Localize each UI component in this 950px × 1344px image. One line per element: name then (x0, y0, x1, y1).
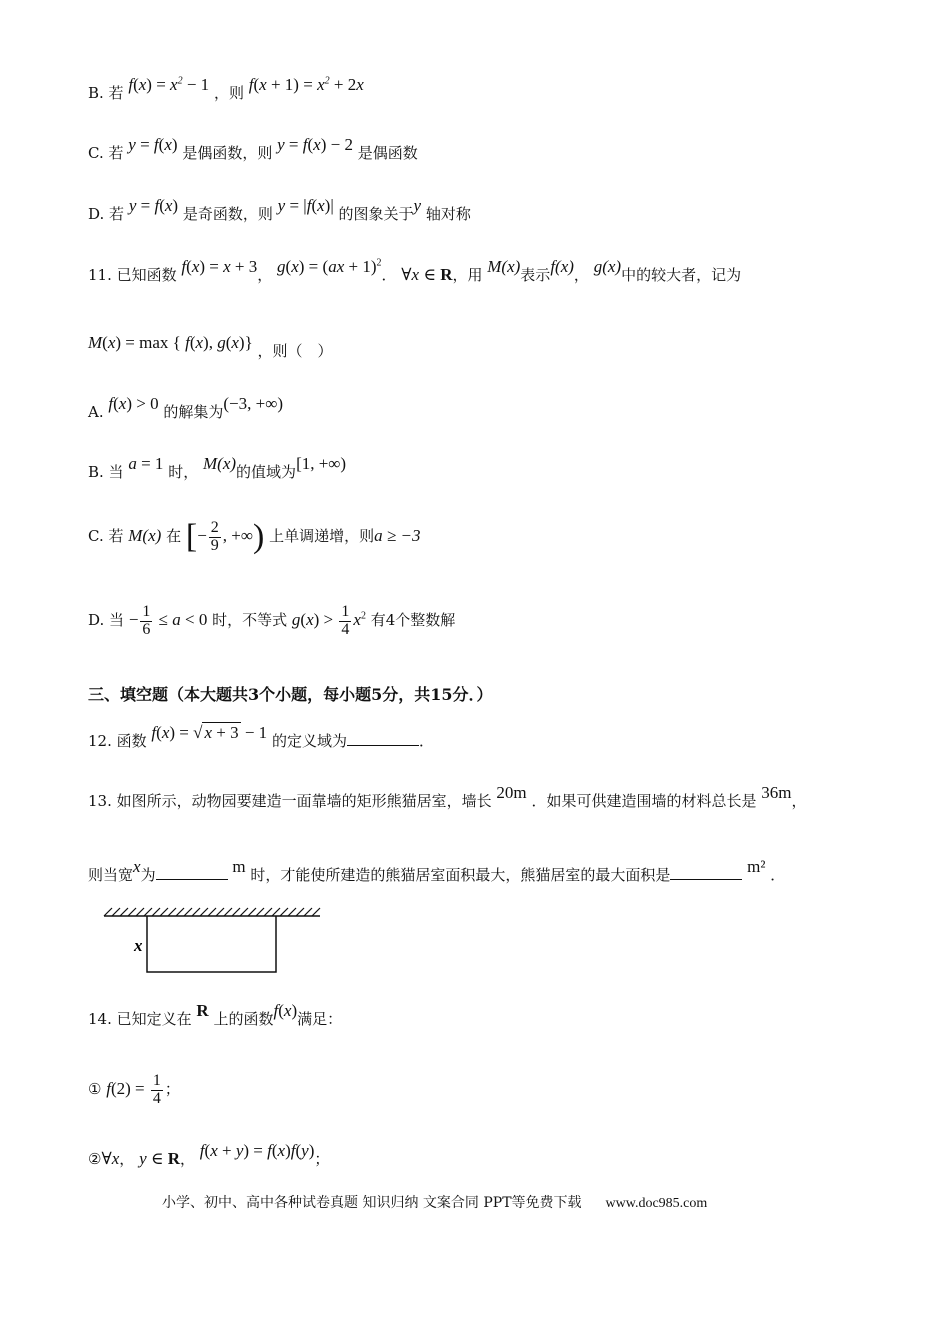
math: ∀x (101, 1149, 120, 1168)
q10-option-c: C. 若 y = f(x) 是偶函数，则 y = f(x) − 2 是偶函数 (88, 135, 418, 162)
q11-stem: 11. 已知函数 f(x) = x + 3， g(x) = (ax + 1)$^2$． ∀x ∈ R，用 M(x)表示f(x)， g(x)中的较大者，记为 (88, 257, 742, 284)
q10-option-b: B. 若 $f(x) = x^2 - 1$ ，则 $f(x + 1) = x^2 + 2x$ (88, 75, 364, 102)
q10-option-d: D. 若 y = f(x) 是奇函数，则 y = |f(x)| 的图象关于y 轴对称 (88, 196, 471, 223)
math: g(x) = (ax + 1)$^2$ (277, 257, 382, 276)
q14-condition-1: ① f(2) = $\frac{1}{4}$ ； (88, 1072, 180, 1107)
math: ∀x ∈ R (401, 265, 453, 284)
math: y = f(x) (128, 135, 178, 154)
width-label: x (134, 936, 143, 955)
section-title: 三、填空题（本大题共3个小题，每小题5分，共15分．） (88, 685, 493, 704)
math: f(x) (273, 1001, 298, 1020)
q11-option-c: C. 若 M(x) 在 [− $\frac{2}{9}$ , +∞) 上单调递增，则a ≥ −3 (88, 518, 421, 555)
math: f(2) = $\frac{1}{4}$ (106, 1072, 161, 1107)
q14: 14. 已知定义在 R 上的函数f(x)满足： (88, 1001, 343, 1028)
q11-definition: M(x) = max { f(x), g(x)} ，则（ ） (88, 333, 333, 360)
interval: [− $\frac{2}{9}$ , +∞) (185, 518, 265, 555)
q14-condition-2: ②∀x， y ∈ R， f(x + y) = f(x)f(y)； (88, 1141, 330, 1168)
math: y ∈ R (139, 1149, 180, 1168)
enclosure-rect (147, 916, 276, 972)
wall-hatching (104, 908, 320, 916)
math: a = 1 (128, 454, 164, 473)
enclosure-figure (100, 902, 325, 980)
math: g(x) > $\frac{1}{4}$ $x^2$ (291, 603, 366, 638)
math: M(x) = max { f(x), g(x)} (88, 333, 253, 352)
math: $f(x) = x^2 - 1$ (128, 75, 210, 94)
q11-option-a: A. f(x) > 0 的解集为(−3, +∞) (88, 394, 284, 421)
math: f(x) = √ x + 3 − 1 (151, 723, 268, 742)
math: y = |f(x)| (277, 196, 334, 215)
q13: 13. 如图所示，动物园要建造一面靠墙的矩形熊猫居室，墙长 20m ．如果可供建造围墙的材料总长是 36m， (88, 783, 807, 810)
footer-site[interactable]: www.doc985.com (605, 1196, 708, 1211)
math: f(x) = x + 3 (181, 257, 258, 276)
math: − $\frac{1}{6}$ ≤ a < 0 (128, 603, 208, 638)
q13-line2: 则当宽x为 m 时，才能使所建造的熊猫居室面积最大，熊猫居室的最大面积是 m² ． (88, 857, 786, 884)
q12: 12. 函数 f(x) = √ x + 3 − 1 的定义域为 ． (88, 723, 434, 750)
q11-option-b: B. 当 a = 1 时， M(x)的值域为[1, +∞) (88, 454, 347, 481)
math: f(x) > 0 (108, 394, 159, 413)
math: y = f(x) − 2 (277, 135, 353, 154)
math: f(x + y) = f(x)f(y) (199, 1141, 315, 1160)
footer: 小学、初中、高中各种试卷真题 知识归纳 文案合同 PPT等免费下载 www.doc985.com (162, 1195, 708, 1211)
answer-blank[interactable] (670, 865, 742, 880)
answer-blank[interactable] (347, 731, 419, 746)
math: $f(x + 1) = x^2 + 2x$ (248, 75, 364, 94)
q11-option-d: D. 当 − $\frac{1}{6}$ ≤ a < 0 时，不等式 g(x) > $\frac{1}{4}$ $x^2$ 有4个整数解 (88, 603, 456, 638)
answer-blank[interactable] (156, 865, 228, 880)
math: y = f(x) (128, 196, 179, 215)
